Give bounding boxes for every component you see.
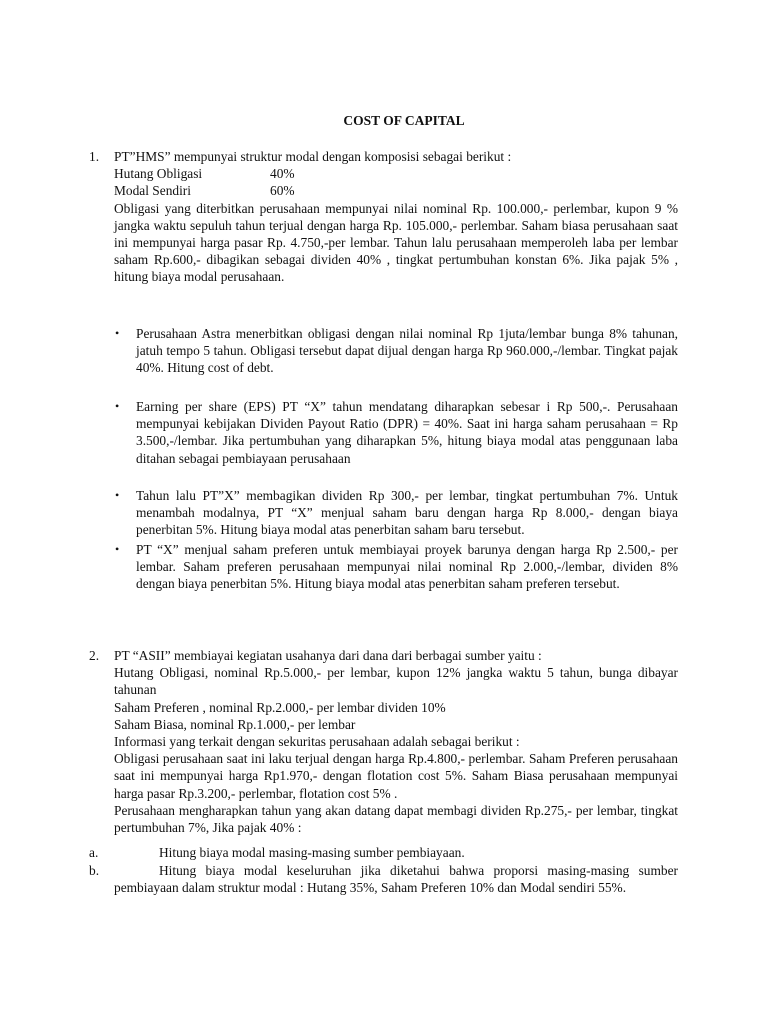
info-heading: Informasi yang terkait dengan sekuritas perusahaan adalah sebagai berikut :	[114, 734, 520, 750]
bullet-item: PT “X” menjual saham preferen untuk membiayai proyek barunya dengan harga Rp 2.500,- per lembar. Saham preferen perusahaan mempunyai nilai nominal Rp 2.000,-/lembar, dividen 8% dengan biaya penerbitan 5%. Hitung biaya modal atas penerbitan saham preferen tersebut.	[136, 542, 678, 592]
bullet-icon: •	[115, 326, 120, 340]
bullet-item: Earning per share (EPS) PT “X” tahun mendatang diharapkan sebesar i Rp 500,-. Perusahaan mempunyai kebijakan Dividen Payout Ratio (DPR) = 40%. Saat ini harga saham perusahaan = Rp 3.500,-/lembar. Jika pertumbuhan yang diharapkan 5%, hitung biaya modal atas penggunaan laba ditahan sebagai pembiayaan perusahaan	[136, 399, 678, 466]
bullet-icon: •	[115, 488, 120, 502]
question-2	[114, 647, 678, 836]
question-1-body: Obligasi yang diterbitkan perusahaan mempunyai nilai nominal Rp. 100.000,- perlembar, kupon 9 % jangka waktu sepuluh tahun terjual dengan harga Rp. 105.000,- perlembar. Saham biasa perusahaan saat ini mempunyai harga pasar Rp. 4.750,-per lembar. Tahun lalu perusahaan memperoleh laba per lembar saham Rp.600,- dibagikan sebagai dividen 40% , tingkat pertumbuhan konstan 6%. Jika pajak 5% , hitung biaya modal perusahaan.	[114, 200, 678, 285]
composition-row-hutang	[114, 165, 678, 182]
expectation-info: Perusahaan mengharapkan tahun yang akan datang dapat membagi dividen Rp.275,- per lembar, tingkat pertumbuhan 7%, Jika pajak 40% :	[114, 802, 678, 836]
bullet-icon: •	[115, 399, 120, 413]
sub-question-b-text: Hitung biaya modal keseluruhan jika diketahui bahwa proporsi masing-masing sumber pembiayaan dalam struktur modal : Hutang 35%, Saham Preferen 10% dan Modal sendiri 55%.	[114, 863, 678, 896]
composition-row-modal	[114, 182, 678, 199]
sub-question-a: Hitung biaya modal masing-masing sumber pembiayaan.	[159, 845, 465, 860]
hutang-obligasi-info: Hutang Obligasi, nominal Rp.5.000,- per lembar, kupon 12% jangka waktu 5 tahun, bunga dibayar tahunan	[114, 665, 678, 698]
sub-question-b-label: b.	[89, 863, 100, 878]
bullet-icon: •	[115, 542, 120, 556]
saham-biasa-info: Saham Biasa, nominal Rp.1.000,- per lembar	[114, 716, 356, 732]
sub-question-b	[114, 862, 678, 896]
question-2-intro: PT “ASII” membiayai kegiatan usahanya dari dana dari berbagai sumber yaitu :	[114, 648, 542, 663]
composition-label: Modal Sendiri	[114, 183, 191, 199]
market-info: Obligasi perusahaan saat ini laku terjual dengan harga Rp.4.800,- perlembar. Saham Preferen perusahaan saat ini mempunyai harga Rp1.970,- dengan flotation cost 5%. Saham Biasa perusahaan mempunyai harga pasar Rp.3.200,- perlembar, flotation cost 5% .	[114, 751, 678, 801]
question-2-number: 2.	[89, 648, 100, 663]
question-1-intro: PT”HMS” mempunyai struktur modal dengan komposisi sebagai berikut :	[114, 149, 512, 164]
saham-preferen-info: Saham Preferen , nominal Rp.2.000,- per lembar dividen 10%	[114, 699, 446, 715]
composition-value: 40%	[270, 166, 295, 182]
bullet-item: Perusahaan Astra menerbitkan obligasi dengan nilai nominal Rp 1juta/lembar bunga 8% tahunan, jatuh tempo 5 tahun. Obligasi tersebut dapat dijual dengan harga Rp 960.000,-/lembar. Tingkat pajak 40%. Hitung cost of debt.	[136, 326, 678, 376]
bullet-item: Tahun lalu PT”X” membagikan dividen Rp 300,- per lembar, tingkat pertumbuhan 7%. Untuk menambah modalnya, PT “X” menjual saham baru dengan harga Rp 8.000,- dengan biaya penerbitan 5%. Hitung biaya modal atas penerbitan saham baru tersebut.	[136, 488, 678, 538]
question-1	[114, 148, 678, 286]
composition-value: 60%	[270, 183, 295, 199]
sub-question-a-label: a.	[89, 845, 99, 860]
question-1-number: 1.	[89, 149, 100, 164]
page-title: COST OF CAPITAL	[343, 113, 465, 128]
composition-label: Hutang Obligasi	[114, 166, 203, 182]
